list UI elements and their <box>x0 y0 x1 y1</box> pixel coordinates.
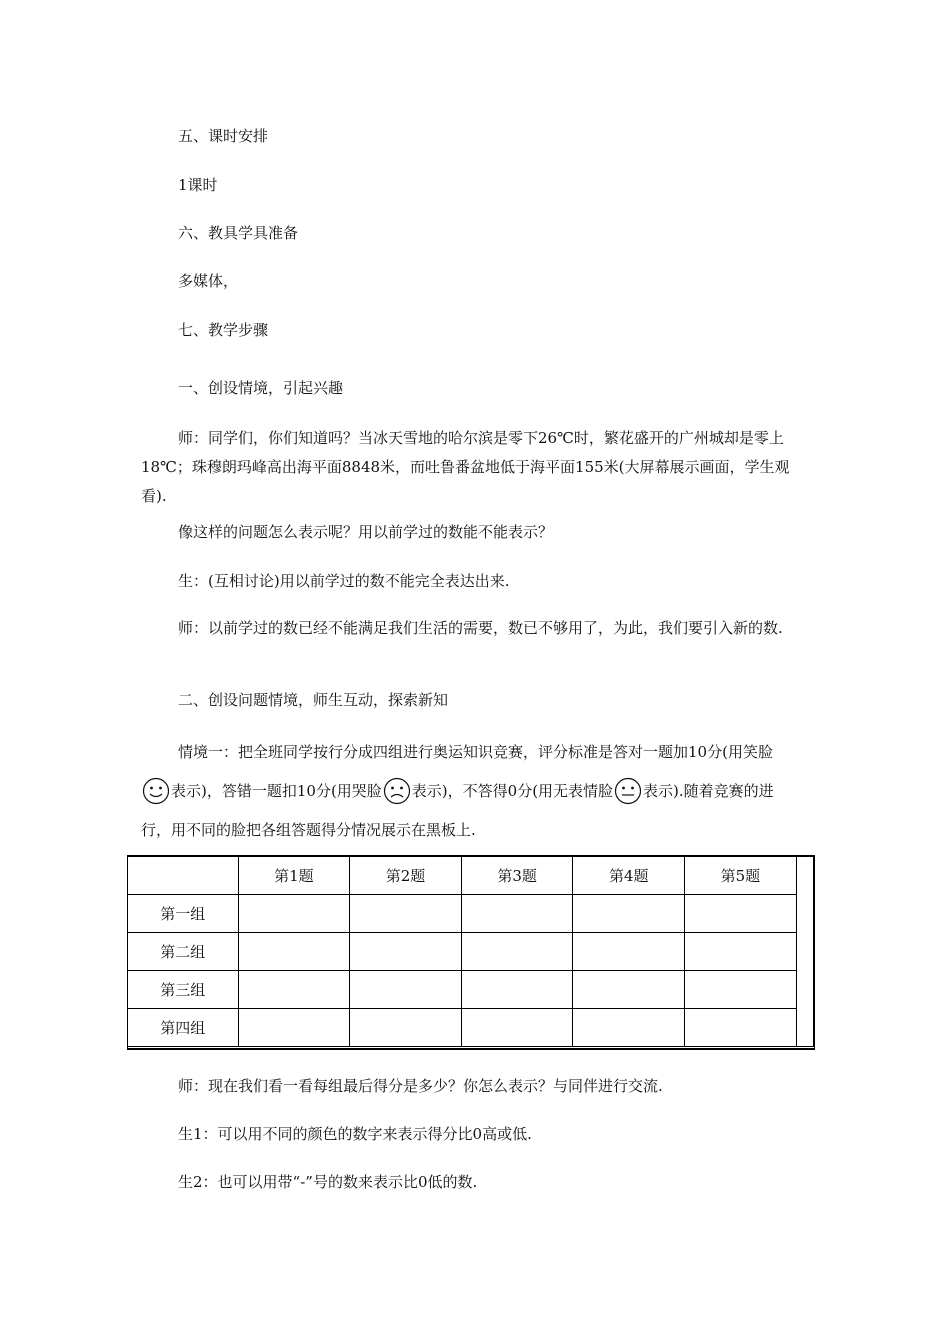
student-paragraph-3: 生2：也可以用带“-”号的数来表示比0低的数. <box>178 1173 478 1191</box>
section6-title: 六、教具学具准备 <box>178 224 299 242</box>
table-cell <box>573 895 685 933</box>
teacher-paragraph-2: 师：以前学过的数已经不能满足我们生活的需要，数已不够用了，为此，我们要引入新的数. <box>178 619 783 637</box>
table-cell <box>685 895 797 933</box>
smile-face-icon <box>142 777 170 805</box>
section5-body: 1课时 <box>178 176 218 194</box>
scene1-text-a: 情境一：把全班同学按行分成四组进行奥运知识竞赛，评分标准是答对一题加10分(用笑脸 <box>178 743 773 761</box>
scene1-text-d: 表示).随着竞赛的进行，用不同的脸把各组答题得分情况展示在黑板上. <box>141 782 774 839</box>
table-cell <box>238 971 350 1009</box>
row-header: 第二组 <box>128 933 239 971</box>
column-header: 第1题 <box>238 857 350 895</box>
row-header: 第四组 <box>128 1009 239 1047</box>
scene1-text-b: 表示)，答错一题扣10分(用哭脸 <box>171 782 382 800</box>
table-cell <box>238 895 350 933</box>
table-cell <box>350 1009 462 1047</box>
table-row <box>128 895 814 933</box>
table-cell <box>461 1009 573 1047</box>
table-cell <box>238 933 350 971</box>
column-header: 第2题 <box>350 857 462 895</box>
table-cell <box>461 895 573 933</box>
section6-body: 多媒体， <box>178 272 239 290</box>
table-cell <box>350 933 462 971</box>
column-header: 第3题 <box>461 857 573 895</box>
teacher-paragraph-3: 师：现在我们看一看每组最后得分是多少？你怎么表示？与同伴进行交流. <box>178 1077 663 1095</box>
column-header: 第4题 <box>573 857 685 895</box>
row-header: 第三组 <box>128 971 239 1009</box>
table-cell <box>685 1009 797 1047</box>
question-paragraph: 像这样的问题怎么表示呢？用以前学过的数能不能表示？ <box>178 523 554 541</box>
table-cell <box>238 1009 350 1047</box>
section5-title: 五、课时安排 <box>178 127 269 145</box>
table-cell <box>461 933 573 971</box>
table-row <box>128 971 814 1009</box>
scene1-text-c: 表示)，不答得0分(用无表情脸 <box>411 782 614 800</box>
table-cell <box>350 971 462 1009</box>
table-cell <box>685 933 797 971</box>
teacher-paragraph-1: 师：同学们，你们知道吗？当冰天雪地的哈尔滨是零下26℃时，繁花盛开的广州城却是零上18℃；珠穆朗玛峰高出海平面8848米，而吐鲁番盆地低于海平面155米(大屏幕展示画面，学生观看). <box>141 429 790 505</box>
step1-title: 一、创设情境，引起兴趣 <box>178 379 344 397</box>
neutral-face-icon <box>614 777 642 805</box>
table-cell <box>461 971 573 1009</box>
section7-title: 七、教学步骤 <box>178 321 269 339</box>
score-table <box>127 856 814 1047</box>
table-cell <box>350 895 462 933</box>
scene1-paragraph <box>141 733 801 850</box>
step2-title: 二、创设问题情境，师生互动，探索新知 <box>178 691 449 709</box>
table-side-cell <box>796 857 813 1047</box>
student-paragraph-1: 生：(互相讨论)用以前学过的数不能完全表达出来. <box>178 572 510 590</box>
table-corner-cell <box>128 857 239 895</box>
row-header: 第一组 <box>128 895 239 933</box>
cry-face-icon <box>383 777 411 805</box>
column-header: 第5题 <box>685 857 797 895</box>
table-header-row <box>128 857 814 895</box>
table-cell <box>573 933 685 971</box>
table-cell <box>573 1009 685 1047</box>
student-paragraph-2: 生1：可以用不同的颜色的数字来表示得分比0高或低. <box>178 1125 532 1143</box>
table-row <box>128 933 814 971</box>
table-cell <box>685 971 797 1009</box>
table-row <box>128 1009 814 1047</box>
table-cell <box>573 971 685 1009</box>
